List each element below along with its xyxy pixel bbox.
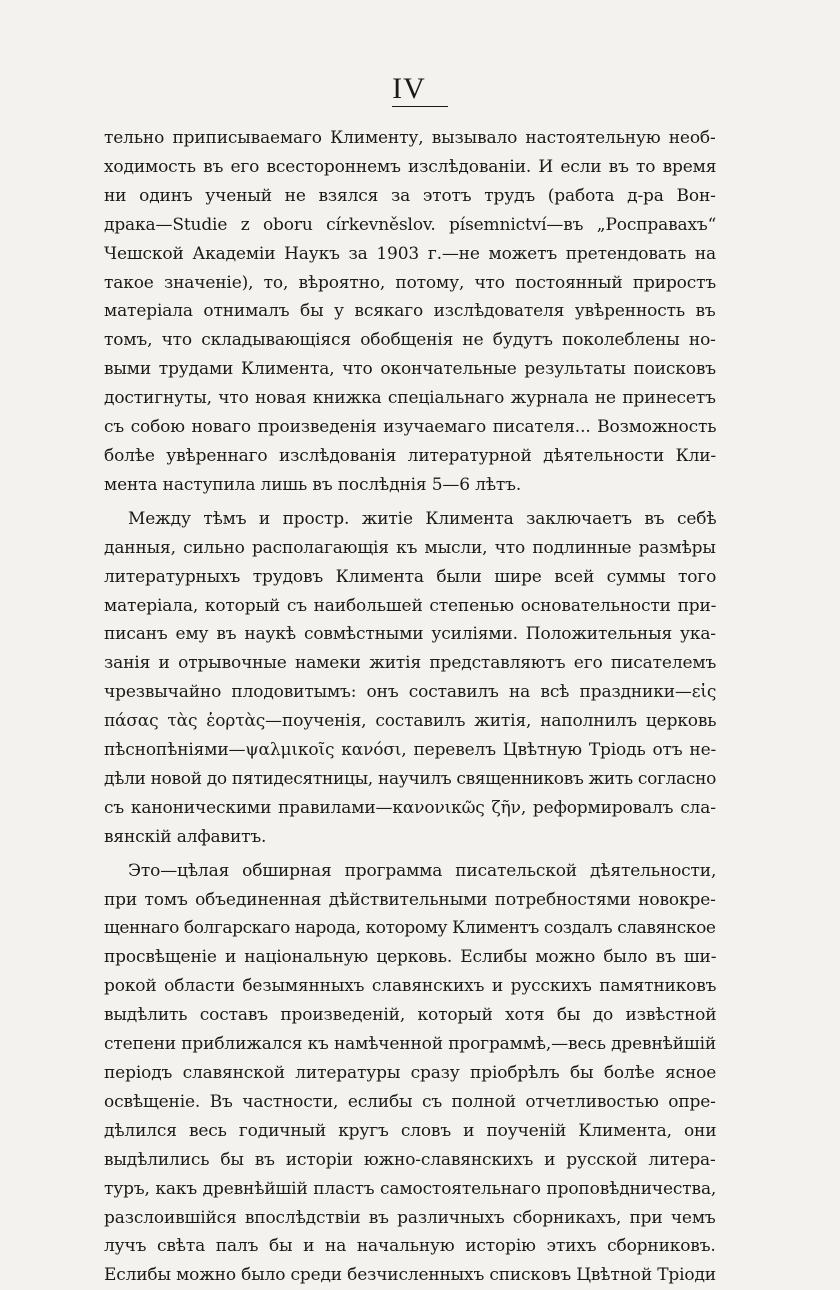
- text-line: періодъ славянской литературы сразу пріобрѣлъ бы болѣе ясное: [104, 1063, 717, 1083]
- text-line: съ каноническими правилами—κανονικῶς ζῆν, реформировалъ сла-: [104, 797, 716, 818]
- text-line: ни одинъ ученый не взялся за этотъ трудъ (работа д-ра Вон-: [104, 185, 716, 206]
- text-line: рокой области безымянныхъ славянскихъ и русскихъ памятниковъ: [104, 976, 717, 997]
- text-line: щеннаго болгарскаго народа, которому Климентъ создалъ славянское: [104, 918, 716, 939]
- text-line: мента наступила лишь въ послѣднія 5—6 лѣтъ.: [104, 474, 522, 495]
- text-line: лучъ свѣта палъ бы и на начальную исторію этихъ сборниковъ.: [104, 1236, 716, 1257]
- text-line: писанъ ему въ наукѣ совмѣстными усиліями. Положительныя ука-: [104, 624, 716, 645]
- paragraph-1: [104, 124, 716, 500]
- text-line: Это—цѣлая обширная программа писательской дѣятельности,: [128, 860, 717, 881]
- text-line: просвѣщеніе и національную церковь. Еслибы можно было въ ши-: [104, 947, 717, 968]
- text-line: болѣе увѣреннаго изслѣдованія литературной дѣятельности Кли-: [104, 445, 716, 466]
- text-line: данныя, сильно располагающія къ мысли, что подлинные размѣры: [104, 537, 716, 558]
- page-number: IV: [392, 72, 448, 107]
- page-header: [0, 72, 840, 107]
- text-line: томъ, что складывающіяся обобщенія не будутъ поколеблены но-: [104, 330, 716, 351]
- text-line: матеріала, который съ наибольшей степенью основательности при-: [104, 595, 717, 616]
- text-line: такое значеніе), то, вѣроятно, потому, что постоянный приростъ: [104, 272, 717, 293]
- text-line: при томъ объединенная дѣйствительными потребностями новокре-: [104, 889, 716, 910]
- paragraph-3: [104, 857, 716, 1290]
- text-line: степени приближался къ намѣченной программѣ,—весь древнѣйшій: [104, 1034, 717, 1055]
- text-line: освѣщеніе. Въ частности, еслибы съ полной отчетливостью опре-: [104, 1091, 716, 1112]
- text-line: достигнуты, что новая книжка спеціальнаго журнала не принесетъ: [104, 388, 716, 409]
- text-line: дѣли новой до пятидесятницы, научилъ священниковъ жить согласно: [104, 768, 717, 789]
- text-line: туръ, какъ древнѣйшій пластъ самостоятельнаго проповѣдничества,: [104, 1178, 717, 1199]
- text-line: матеріала отнималъ бы у всякаго изслѣдователя увѣренность въ: [104, 301, 716, 322]
- text-line: дѣлился весь годичный кругъ словъ и поученій Климента, они: [104, 1120, 717, 1141]
- text-line: ходимость въ его всестороннемъ изслѣдованіи. И если въ то время: [104, 156, 717, 177]
- text-line: Чешской Академіи Наукъ за 1903 г.—не можетъ претендовать на: [104, 243, 717, 264]
- text-line: πάσας τὰς ἑορτὰς—поученія, составилъ житія, наполнилъ церковь: [104, 711, 717, 732]
- text-line: вянскій алфавитъ.: [104, 826, 267, 847]
- text-line: съ собою новаго произведенія изучаемаго писателя... Возможность: [104, 417, 717, 438]
- text-line: Еслибы можно было среди безчисленныхъ списковъ Цвѣтной Тріоди: [104, 1265, 716, 1286]
- text-line: выдѣлить составъ произведеній, который хотя бы до извѣстной: [104, 1005, 717, 1026]
- text-line: пѣснопѣніями—ψαλμικοῖς κανόσι, перевелъ Цвѣтную Тріодь отъ не-: [104, 740, 717, 761]
- paragraph-2: [104, 505, 716, 852]
- text-line: занія и отрывочные намеки житія представляютъ его писателемъ: [104, 653, 717, 674]
- text-line: выми трудами Климента, что окончательные результаты поисковъ: [104, 359, 716, 380]
- text-line: литературныхъ трудовъ Климента были шире всей суммы того: [104, 566, 717, 587]
- text-line: выдѣлились бы въ исторіи южно-славянскихъ и русской литера-: [104, 1149, 716, 1170]
- text-line: Между тѣмъ и простр. житіе Климента заключаетъ въ себѣ: [128, 508, 717, 529]
- text-line: разслоившійся впослѣдствіи въ различныхъ сборникахъ, при чемъ: [104, 1207, 716, 1228]
- body-text: [104, 124, 716, 1290]
- text-line: драка—Studie z oboru církevněslov. písemnictví—въ „Росправахъ“: [104, 214, 717, 235]
- text-line: тельно приписываемаго Клименту, вызывало настоятельную необ-: [104, 128, 716, 148]
- text-line: чрезвычайно плодовитымъ: онъ составилъ на всѣ праздники—εἰς: [104, 682, 717, 703]
